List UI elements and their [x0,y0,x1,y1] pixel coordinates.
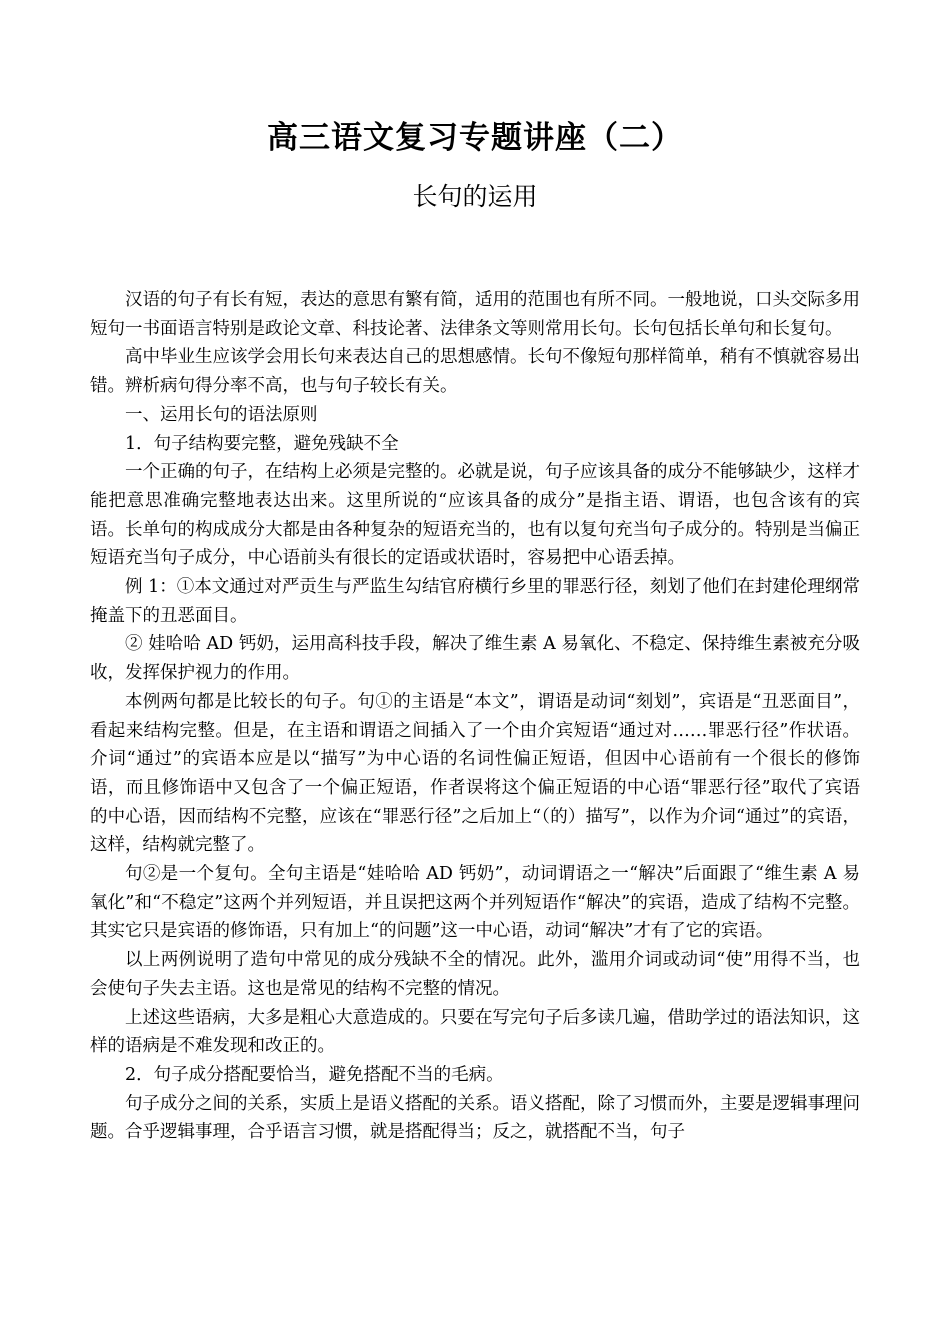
paragraph-complete-structure: 一个正确的句子，在结构上必须是完整的。必就是说，句子应该具备的成分不能够缺少，这样才能把意思准确完整地表达出来。这里所说的“应该具备的成分”是指主语、谓语，也包含该有的宾语。长单句的构成成分大都是由各种复杂的短语充当的，也有以复句充当句子成分的。特别是当偏正短语充当句子成分，中心语前头有很长的定语或状语时，容易把中心语丢掉。 [90,462,860,569]
paragraph-collocation: 句子成分之间的关系，实质上是语义搭配的关系。语义搭配，除了习惯而外，主要是逻辑事理问题。合乎逻辑事理，合乎语言习惯，就是搭配得当；反之，就搭配不当，句子 [90,1093,860,1143]
subheading-complete-structure: 1．句子结构要完整，避免残缺不全 [125,433,399,454]
paragraph-students: 高中毕业生应该学会用长句来表达自己的思想感情。长句不像短句那样简单，稍有不慎就容易出错。辨析病句得分率不高，也与句子较长有关。 [90,347,860,397]
paragraph-analysis-2: 句②是一个复句。全句主语是“娃哈哈 AD 钙奶”，动词谓语之一“解决”后面跟了“维生素 A 易氧化”和“不稳定”这两个并列短语，并且误把这两个并列短语作“解决”的宾语，造成了结构不完整。其实它只是宾语的修饰语，只有加上“的问题”这一中心语，动词“解决”才有了它的宾语。 [90,864,860,942]
subheading-proper-collocation: 2．句子成分搭配要恰当，避免搭配不当的毛病。 [125,1064,504,1085]
paragraph-example-2: ② 娃哈哈 AD 钙奶，运用高科技手段，解决了维生素 A 易氧化、不稳定、保持维生素被充分吸收，发挥保护视力的作用。 [90,634,860,684]
paragraph-summary: 以上两例说明了造句中常见的成分残缺不全的情况。此外，滥用介词或动词“使”用得不当，也会使句子失去主语。这也是常见的结构不完整的情况。 [90,950,860,999]
paragraph-analysis-1: 本例两句都是比较长的句子。句①的主语是“本文”，谓语是动词“刻划”，宾语是“丑恶面目”，看起来结构完整。但是，在主语和谓语之间插入了一个由介宾短语“通过对……罪恶行径”作状语。介词“通过”的宾语本应是以“描写”为中心语的名词性偏正短语，但因中心语前有一个很长的修饰语，而且修饰语中又包含了一个偏正短语，作者误将这个偏正短语的中心语“罪恶行径”取代了宾语的中心语，因而结构不完整，应该在“罪恶行径”之后加上“（的）描写”，以作为介词“通过”的宾语，这样，结构就完整了。 [90,691,860,856]
section-heading-grammar-principles: 一、运用长句的语法原则 [125,404,318,425]
document-body [90,286,860,1147]
document-subtitle: 长句的运用 [412,182,538,211]
paragraph-example-1: 例 1：①本文通过对严贡生与严监生勾结官府横行乡里的罪恶行径，刻划了他们在封建伦理纲常掩盖下的丑恶面目。 [90,577,860,626]
paragraph-intro: 汉语的句子有长有短，表达的意思有繁有简，适用的范围也有所不同。一般地说，口头交际多用短句一书面语言特别是政论文章、科技论著、法律条文等则常用长句。长句包括长单句和长复句。 [90,290,860,339]
paragraph-advice: 上述这些语病，大多是粗心大意造成的。只要在写完句子后多读几遍，借助学过的语法知识，这样的语病是不难发现和改正的。 [90,1007,860,1057]
document-title: 高三语文复习专题讲座（二） [267,120,683,156]
